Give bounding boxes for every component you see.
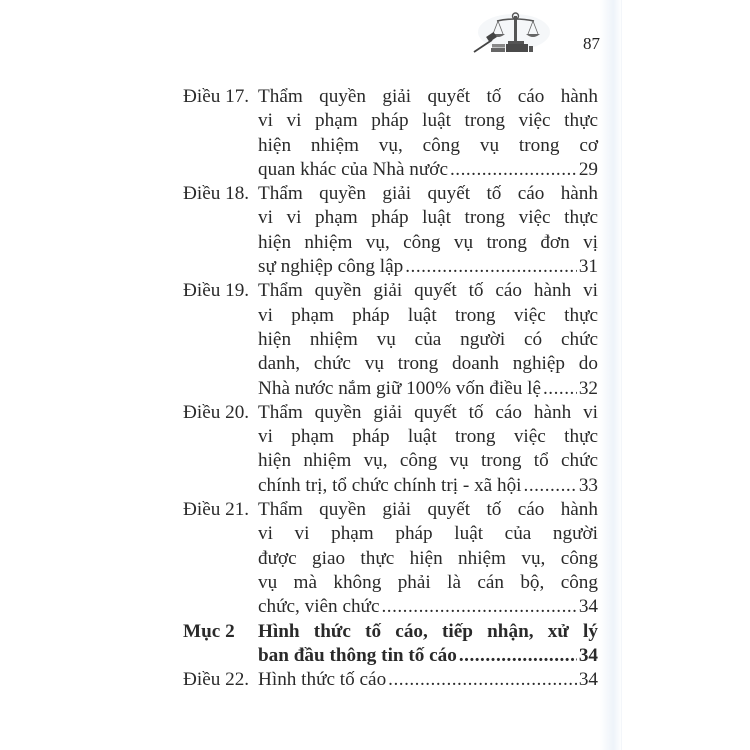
toc-entry-line: được giao thực hiện nhiệm vụ, công [258, 547, 598, 569]
toc-entry-dieu-18[interactable] [183, 182, 603, 279]
toc-entry-line: vi vi phạm pháp luật trong việc thực [258, 207, 598, 229]
toc-entry-body [258, 182, 603, 279]
toc-entry-last-line [258, 668, 598, 692]
toc-page-number: 34 [578, 644, 598, 666]
dot-leader [450, 158, 577, 182]
toc-page-number: 34 [578, 669, 598, 691]
toc-page-number: 33 [578, 474, 598, 496]
toc-entry-label: Điều 17. [183, 86, 250, 107]
toc-entry-last-line [258, 377, 598, 401]
toc-entry-last-line [258, 474, 598, 498]
toc-entry-line: vi phạm pháp luật trong việc thực [258, 304, 598, 326]
toc-entry-line: vụ mà không phải là cán bộ, công [258, 571, 598, 593]
toc-entry-label: Điều 20. [183, 401, 250, 423]
toc-entry-label: Điều 19. [183, 280, 250, 302]
toc-entry-title-end: Nhà nước nắm giữ 100% vốn điều lệ [258, 377, 541, 399]
toc-entry-dieu-17[interactable] [183, 85, 603, 182]
toc-entry-title-end: quan khác của Nhà nước [258, 158, 448, 180]
toc-entry-title-end: Hình thức tố cáo [258, 669, 387, 691]
toc-entry-body [258, 279, 603, 400]
toc-entry-line: Thẩm quyền giải quyết tố cáo hành vi [258, 280, 598, 302]
scales-of-justice-icon [470, 10, 552, 54]
toc-entry-body [258, 401, 603, 498]
page-edge [621, 0, 622, 750]
toc-page-number: 34 [578, 596, 598, 618]
dot-leader [543, 377, 577, 401]
toc-entry-line: Thẩm quyền giải quyết tố cáo hành [258, 86, 598, 107]
toc-entry-line: vi vi phạm pháp luật của người [258, 523, 598, 545]
toc-page-number: 32 [578, 377, 598, 399]
dot-leader [524, 474, 577, 498]
toc-entry-line: vi phạm pháp luật trong việc thực [258, 426, 598, 448]
toc-entry-last-line [258, 644, 598, 668]
page-bleed-through [600, 0, 622, 750]
toc-entry-title-end: chức, viên chức [258, 596, 380, 618]
toc-entry-line: Hình thức tố cáo, tiếp nhận, xử lý [258, 620, 598, 642]
toc-entry-last-line [258, 595, 598, 619]
toc-entry-title-end: chính trị, tổ chức chính trị - xã hội [258, 474, 522, 496]
toc-entry-line: hiện nhiệm vụ, công vụ trong đơn vị [258, 231, 598, 253]
toc-page-number: 31 [578, 256, 598, 278]
toc-entry-line: hiện nhiệm vụ của người có chức [258, 328, 598, 350]
toc-entry-line: Thẩm quyền giải quyết tố cáo hành vi [258, 401, 598, 423]
toc-entry-last-line [258, 255, 598, 279]
toc-entry-line: danh, chức vụ trong doanh nghiệp do [258, 353, 598, 375]
toc-entry-title-end: ban đầu thông tin tố cáo [258, 644, 457, 666]
toc-entry-line: vi vi phạm pháp luật trong việc thực [258, 110, 598, 132]
toc-entry-title-end: sự nghiệp công lập [258, 256, 404, 278]
toc-entry-body [258, 620, 603, 669]
toc-entry-dieu-21[interactable] [183, 498, 603, 619]
toc-entry-body [258, 498, 603, 619]
toc-entry-line: hiện nhiệm vụ, công vụ trong tổ chức [258, 450, 598, 472]
toc-entry-line: hiện nhiệm vụ, công vụ trong cơ [258, 134, 598, 156]
dot-leader [381, 595, 576, 619]
toc-entry-label: Điều 21. [183, 499, 250, 521]
toc-entry-body [258, 85, 603, 182]
toc-entry-dieu-19[interactable] [183, 279, 603, 400]
dot-leader [459, 644, 577, 668]
toc-entry-line: Thẩm quyền giải quyết tố cáo hành [258, 183, 598, 205]
toc-entry-label: Điều 22. [183, 669, 250, 691]
toc-section-muc-2[interactable] [183, 620, 603, 669]
toc-entry-last-line [258, 158, 598, 182]
toc-entry-line: Thẩm quyền giải quyết tố cáo hành [258, 499, 598, 521]
toc-section-label: Mục 2 [183, 620, 235, 642]
table-of-contents [183, 85, 603, 692]
toc-entry-dieu-20[interactable] [183, 401, 603, 498]
dot-leader [405, 255, 577, 279]
toc-entry-dieu-22[interactable] [183, 668, 603, 692]
page-number: 87 [583, 34, 600, 53]
toc-page-number: 29 [578, 158, 598, 180]
dot-leader [388, 668, 577, 692]
toc-entry-body [258, 668, 603, 692]
toc-entry-label: Điều 18. [183, 183, 250, 205]
page-header [470, 10, 610, 60]
